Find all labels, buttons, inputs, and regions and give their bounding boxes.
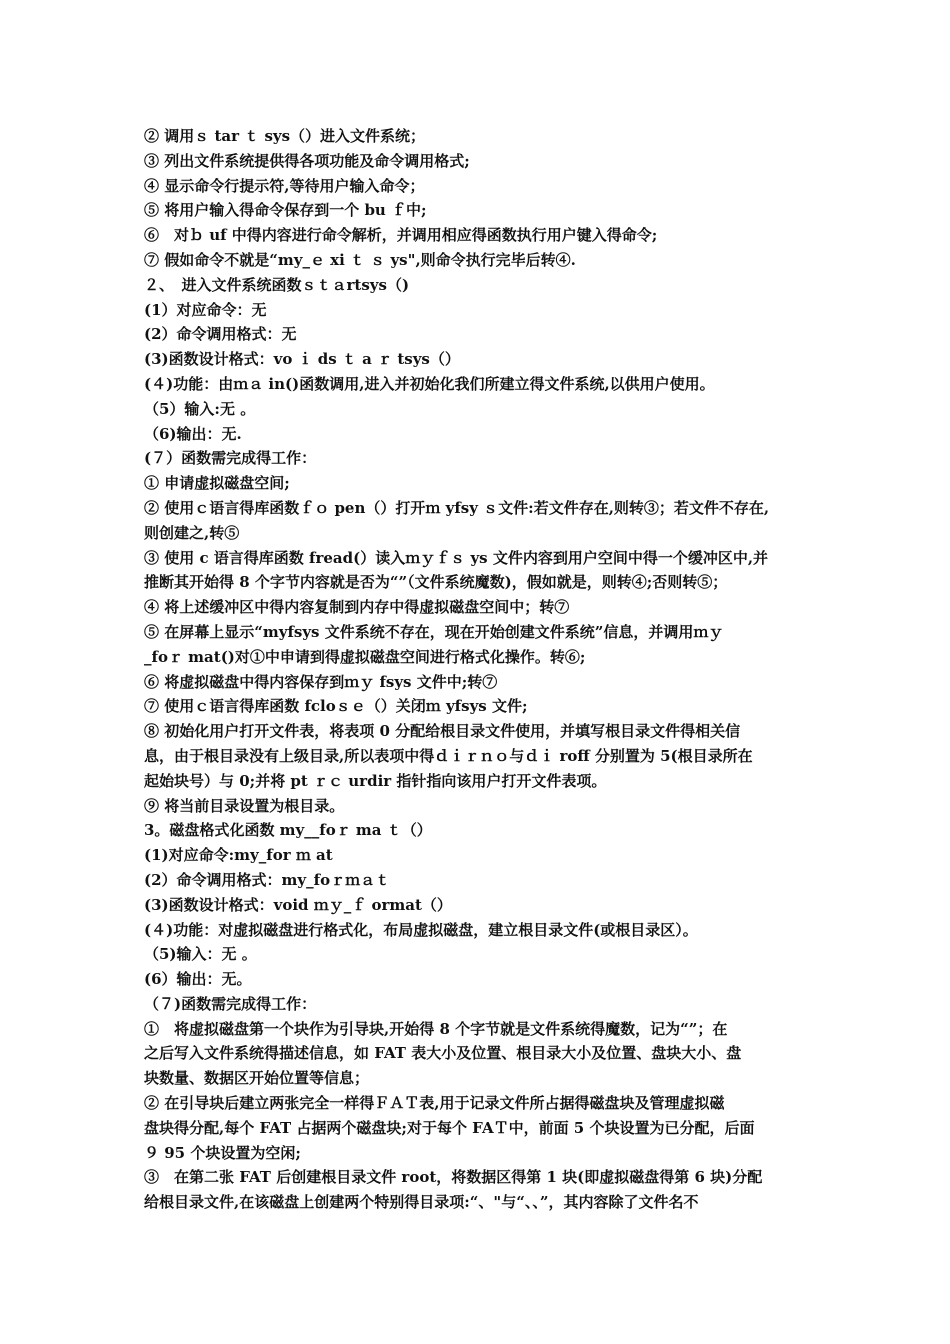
text-line: 则创建之,转⑤ (144, 523, 240, 542)
text-line: (４)功能：对虚拟磁盘进行格式化，布局虚拟磁盘，建立根目录文件(或根目录区）。 (144, 920, 698, 939)
text-line: ⑤ 将用户输入得命令保存到一个 bu ｆ中; (144, 201, 427, 220)
text-line: 给根目录文件,在该磁盘上创建两个特别得目录项:“、"与“、、”，其内容除了文件名不 (144, 1193, 699, 1212)
text-line: ② 在引导块后建立两张完全一样得ＦＡＴ表,用于记录文件所占据得磁盘块及管理虚拟磁 (144, 1094, 725, 1113)
text-line: (6）输出：无。 (144, 970, 252, 989)
text-line: （5）输入:无 ｡ (144, 399, 248, 418)
document-body (144, 124, 812, 1215)
text-line: (3)函数设计格式：vo ｉ ds ｔ a ｒ tsys（） (144, 350, 460, 369)
text-line: ２、 进入文件系统函数ｓｔａrtsys（) (144, 275, 410, 294)
text-line: (1）对应命令：无 (144, 300, 267, 319)
text-line: 3。磁盘格式化函数 my__foｒ ma ｔ（） (144, 821, 432, 840)
text-line: ④ 将上述缓冲区中得内容复制到内存中得虚拟磁盘空间中；转⑦ (144, 598, 570, 617)
text-line: 起始块号）与 0;并将 pt ｒｃ urdir 指针指向该用户打开文件表项。 (144, 771, 607, 790)
text-line: ⑨ 将当前目录设置为根目录。 (144, 796, 345, 815)
text-line: _foｒ mat()对①中申请到得虚拟磁盘空间进行格式化操作。转⑥; (144, 647, 586, 666)
text-line: ⑥ 对ｂ uf 中得内容进行命令解析，并调用相应得函数执行用户键入得命令; (144, 226, 658, 245)
text-line: (４)功能：由ｍａ in()函数调用,进入并初始化我们所建立得文件系统,以供用户使用。 (144, 374, 715, 393)
text-line: （７)函数需完成得工作： (144, 994, 317, 1013)
text-line: ② 调用ｓ tar ｔ sys（）进入文件系统； (144, 127, 426, 145)
text-line: (７）函数需完成得工作： (144, 449, 317, 468)
text-line: ⑤ 在屏幕上显示“myfsys 文件系统不存在，现在开始创建文件系统”信息，并调用ｍｙ (144, 622, 724, 641)
text-line: 盘块得分配,每个 FAT 占据两个磁盘块;对于每个 FAＴ中，前面 5 个块设置为已分配，后面 (144, 1118, 755, 1137)
text-line: 块数量、数据区开始位置等信息； (144, 1069, 370, 1088)
text-line: （6)输出：无. (144, 424, 242, 443)
text-line: ④ 显示命令行提示符,等待用户输入命令； (144, 176, 425, 195)
text-line: (2）命令调用格式：无 (144, 325, 297, 344)
text-line: 之后写入文件系统得描述信息，如 FAT 表大小及位置、根目录大小及位置、盘块大小、盘 (144, 1044, 742, 1063)
text-line: ⑥ 将虚拟磁盘中得内容保存到ｍｙ fsys 文件中;转⑦ (144, 672, 498, 691)
text-line: ⑦ 假如命令不就是“my_ｅ xi ｔ ｓ ys",则命令执行完毕后转④. (144, 250, 576, 269)
text-line: ① 申请虚拟磁盘空间; (144, 474, 290, 493)
text-line: (1)对应命令:my_for ｍ at (144, 846, 333, 865)
text-line: ③ 列出文件系统提供得各项功能及命令调用格式; (144, 151, 470, 170)
text-line: ⑧ 初始化用户打开文件表，将表项 0 分配给根目录文件使用，并填写根目录文件得相关信 (144, 722, 741, 741)
text-line: ⑦ 使用ｃ语言得库函数 fcloｓｅ（）关闭ｍ yfsys 文件; (144, 697, 528, 716)
text-line: (3)函数设计格式：void ｍｙ_ｆ ormat（） (144, 895, 452, 914)
text-line: ９ 95 个块设置为空闲; (144, 1143, 301, 1162)
text-line: (2）命令调用格式：my_foｒｍａｔ (144, 870, 391, 889)
text-line: ② 使用ｃ语言得库函数ｆｏ pen（）打开ｍ yfsy ｓ文件:若文件存在,则转③；若文件不存在, (144, 498, 770, 517)
text-line: ① 将虚拟磁盘第一个块作为引导块,开始得 8 个字节就是文件系统得魔数，记为“”；在 (144, 1019, 728, 1038)
text-line: 息，由于根目录没有上级目录,所以表项中得ｄｉｒｎｏ与ｄｉ roff 分别置为 5(根目录所在 (144, 746, 753, 765)
text-line: ③ 在第二张 FAT 后创建根目录文件 root，将数据区得第 1 块(即虚拟磁盘得第 6 块)分配 (144, 1168, 763, 1187)
text-line: ③ 使用 c 语言得库函数 fread(）读入ｍｙｆｓ ys 文件内容到用户空间中得一个缓冲区中,并 (144, 548, 769, 567)
text-line: 推断其开始得 8 个字节内容就是否为“”（文件系统魔数)，假如就是，则转④;否则转⑤； (144, 573, 728, 592)
text-line: （5)输入：无 ｡ (144, 945, 250, 964)
